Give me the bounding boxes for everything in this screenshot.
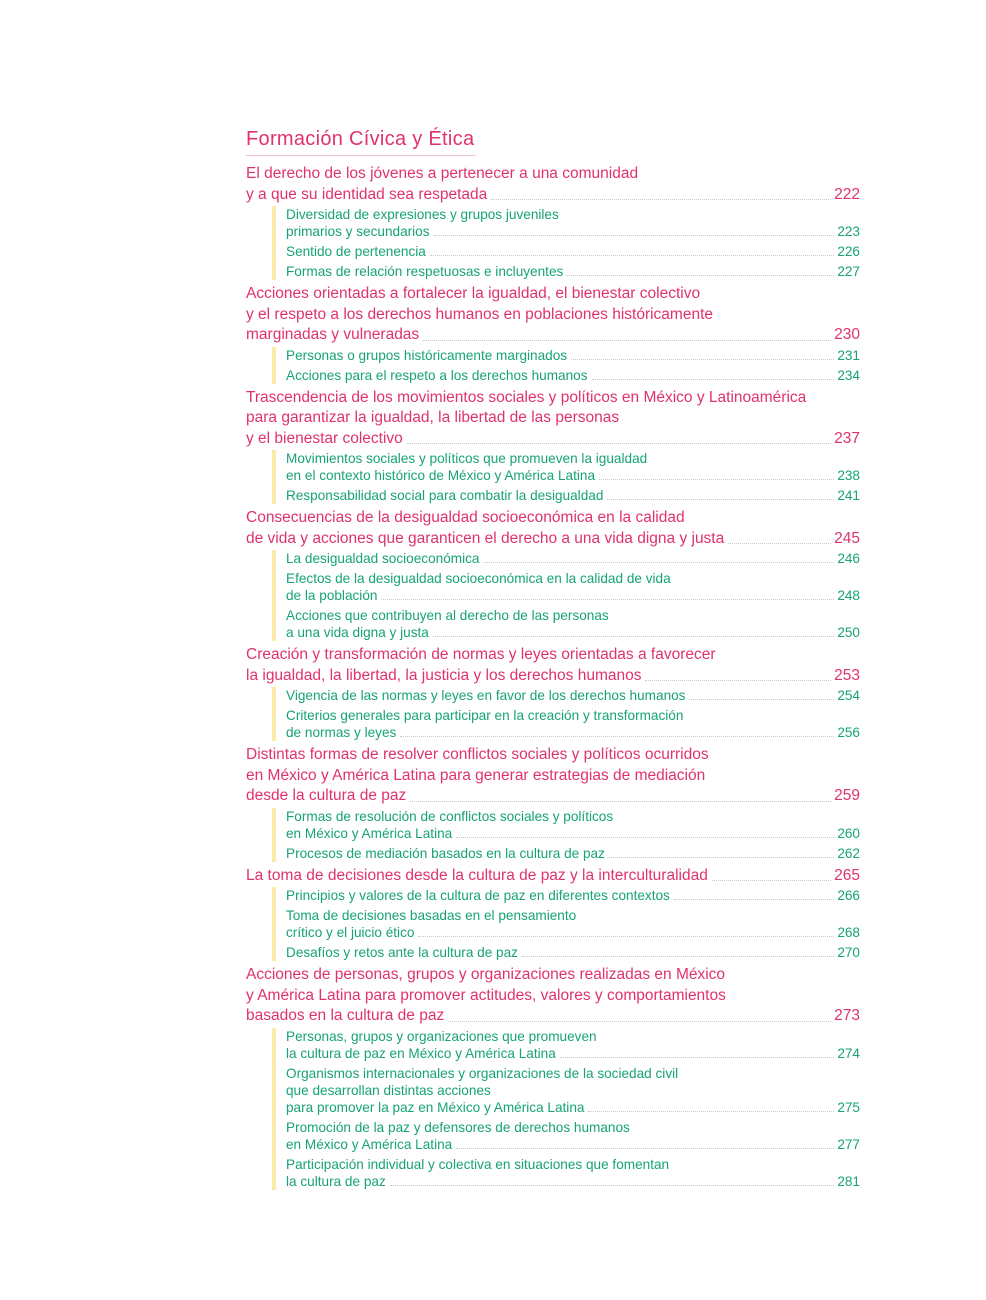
chapter-entry-text: Trascendencia de los movimientos sociales y políticos en México y Latinoamérica <box>246 388 807 406</box>
toc-chapter <box>246 388 860 505</box>
subtopic-entry-line <box>286 624 860 641</box>
dot-leader <box>609 857 834 858</box>
page-number: 273 <box>834 1007 860 1024</box>
subtopic-entry-line <box>286 550 860 567</box>
subtopic-entry[interactable] <box>286 1119 860 1153</box>
subtopic-entry-line <box>286 907 860 924</box>
dot-leader <box>712 880 831 881</box>
chapter-entry[interactable] <box>246 866 860 887</box>
page-number: 223 <box>837 224 860 239</box>
chapter-entry-text: basados en la cultura de paz <box>246 1007 445 1024</box>
dot-leader <box>728 543 831 544</box>
dot-leader <box>381 599 834 600</box>
chapter-entry-line <box>246 866 860 887</box>
subtopic-entry-text: Formas de resolución de conflictos sociales y políticos <box>286 808 614 824</box>
page-number: 270 <box>837 945 860 960</box>
chapter-entry-text: y el bienestar colectivo <box>246 429 403 447</box>
subtopic-entry-line <box>286 707 860 724</box>
chapter-entry[interactable] <box>246 164 860 205</box>
dot-leader <box>645 680 831 681</box>
subtopic-entry-text: crítico y el juicio ético <box>286 925 415 940</box>
chapter-entry-text: El derecho de los jóvenes a pertenecer a una comunidad <box>246 165 639 182</box>
page-number: 275 <box>837 1099 860 1115</box>
chapter-entry-text: Consecuencias de la desigualdad socioeconómica en la calidad <box>246 509 685 526</box>
chapter-entry[interactable] <box>246 508 860 549</box>
dot-leader <box>390 1185 835 1186</box>
chapter-entry-line <box>246 1006 860 1027</box>
subtopic-entry-text: Personas o grupos históricamente marginados <box>286 347 568 363</box>
chapter-entry[interactable] <box>246 965 860 1027</box>
page-number: 277 <box>837 1136 860 1152</box>
dot-leader <box>592 379 835 380</box>
chapter-entry-line <box>246 745 860 766</box>
subtopic-list <box>272 206 860 280</box>
chapter-entry-text: Acciones orientadas a fortalecer la igualdad, el bienestar colectivo <box>246 285 701 302</box>
page-number: 274 <box>837 1045 860 1061</box>
subtopic-list <box>272 450 860 504</box>
subtopic-entry-line <box>286 1065 860 1082</box>
subtopic-entry-line <box>286 825 860 842</box>
subtopic-entry-line <box>286 223 860 240</box>
subtopic-entry-line <box>286 924 860 941</box>
page-number: 281 <box>837 1173 860 1189</box>
page-number: 250 <box>837 625 860 640</box>
chapter-entry-line <box>246 305 860 326</box>
subtopic-entry-text: Responsabilidad social para combatir la desigualdad <box>286 488 604 503</box>
page-number: 234 <box>837 367 860 383</box>
dot-leader <box>423 340 831 341</box>
page-number: 245 <box>834 529 860 547</box>
subtopic-list <box>272 347 860 384</box>
dot-leader <box>400 736 834 737</box>
page-number: 260 <box>837 825 860 841</box>
subtopic-list <box>272 887 860 961</box>
subtopic-entry-text: Movimientos sociales y políticos que promueven la igualdad <box>286 451 648 466</box>
subtopic-entry-line <box>286 263 860 280</box>
subtopic-entry-line <box>286 607 860 624</box>
subtopic-list <box>272 550 860 641</box>
chapter-entry[interactable] <box>246 745 860 807</box>
chapter-entry-text: y a que su identidad sea respetada <box>246 185 488 203</box>
subtopic-entry-line <box>286 243 860 260</box>
dot-leader <box>588 1111 834 1112</box>
subtopic-entry[interactable] <box>286 907 860 941</box>
subtopic-entry-text: Organismos internacionales y organizaciones de la sociedad civil <box>286 1065 679 1081</box>
subtopic-entry[interactable] <box>286 845 860 862</box>
chapter-entry-text: desde la cultura de paz <box>246 787 407 804</box>
chapter-entry-text: de vida y acciones que garanticen el derecho a una vida digna y justa <box>246 529 725 547</box>
page-number: 253 <box>834 666 860 684</box>
subtopic-entry-text: Desafíos y retos ante la cultura de paz <box>286 945 518 960</box>
dot-leader <box>689 699 834 700</box>
dot-leader <box>433 636 834 637</box>
page-number: 231 <box>837 347 860 363</box>
dot-leader <box>456 1148 834 1149</box>
dot-leader <box>560 1057 835 1058</box>
subtopic-entry[interactable] <box>286 1065 860 1116</box>
chapter-entry-line <box>246 508 860 529</box>
chapter-entry-text: Acciones de personas, grupos y organizaciones realizadas en México <box>246 966 726 983</box>
dot-leader <box>483 562 834 563</box>
subtopic-entry-text: que desarrollan distintas acciones <box>286 1082 491 1098</box>
subtopic-entry-text: Principios y valores de la cultura de paz en diferentes contextos <box>286 888 670 903</box>
chapter-entry[interactable] <box>246 645 860 686</box>
subtopic-entry-line <box>286 1099 860 1116</box>
dot-leader <box>607 499 834 500</box>
page-number: 268 <box>837 925 860 940</box>
subtopic-entry-line <box>286 887 860 904</box>
subtopic-list <box>272 808 860 862</box>
dot-leader <box>430 255 834 256</box>
subtopic-entry[interactable] <box>286 550 860 567</box>
chapter-entry-text: la igualdad, la libertad, la justicia y los derechos humanos <box>246 666 642 684</box>
subtopic-entry[interactable] <box>286 944 860 961</box>
chapter-entry-line <box>246 325 860 346</box>
subtopic-entry-text: en México y América Latina <box>286 1136 453 1152</box>
subtopic-entry[interactable] <box>286 707 860 741</box>
subtopic-entry-text: Diversidad de expresiones y grupos juveniles <box>286 207 559 222</box>
page-number: 241 <box>837 488 860 503</box>
section-title: Formación Cívica y Ética <box>246 128 476 156</box>
dot-leader <box>674 899 834 900</box>
page-number: 226 <box>837 244 860 259</box>
dot-leader <box>491 199 831 200</box>
subtopic-entry-text: la cultura de paz <box>286 1173 386 1189</box>
subtopic-entry-text: La desigualdad socioeconómica <box>286 551 480 566</box>
toc-chapter <box>246 866 860 962</box>
page-number: 266 <box>837 888 860 903</box>
subtopic-entry-text: Participación individual y colectiva en situaciones que fomentan <box>286 1156 670 1172</box>
subtopic-entry-line <box>286 587 860 604</box>
subtopic-entry-line <box>286 450 860 467</box>
subtopic-entry-text: para promover la paz en México y América Latina <box>286 1099 585 1115</box>
page-number: 237 <box>834 429 860 447</box>
dot-leader <box>567 275 834 276</box>
chapter-entry-line <box>246 786 860 807</box>
subtopic-entry[interactable] <box>286 487 860 504</box>
toc-chapter <box>246 745 860 862</box>
chapter-entry-line <box>246 766 860 787</box>
subtopic-entry-line <box>286 845 860 862</box>
page-number: 254 <box>837 688 860 703</box>
page-number: 238 <box>837 468 860 483</box>
dot-leader <box>434 235 835 236</box>
subtopic-entry[interactable] <box>286 808 860 842</box>
subtopic-entry[interactable] <box>286 347 860 364</box>
subtopic-entry-line <box>286 467 860 484</box>
subtopic-entry[interactable] <box>286 607 860 641</box>
subtopic-entry-text: de la población <box>286 588 378 603</box>
toc-chapter <box>246 284 860 384</box>
subtopic-entry[interactable] <box>286 206 860 240</box>
subtopic-entry-line <box>286 347 860 364</box>
subtopic-entry-line <box>286 1028 860 1045</box>
page-number: 246 <box>837 551 860 566</box>
dot-leader <box>456 837 834 838</box>
subtopic-entry-line <box>286 1173 860 1190</box>
subtopic-entry-text: Acciones para el respeto a los derechos humanos <box>286 367 588 383</box>
subtopic-entry[interactable] <box>286 687 860 704</box>
subtopic-entry[interactable] <box>286 1156 860 1190</box>
chapter-entry-text: marginadas y vulneradas <box>246 326 420 343</box>
subtopic-entry-line <box>286 206 860 223</box>
table-of-contents <box>246 128 860 1194</box>
page-number: 265 <box>834 866 860 884</box>
chapter-entry-line <box>246 645 860 666</box>
subtopic-entry[interactable] <box>286 243 860 260</box>
subtopic-entry-line <box>286 944 860 961</box>
chapter-entry-text: y el respeto a los derechos humanos en poblaciones históricamente <box>246 305 713 323</box>
page-number: 230 <box>834 326 860 343</box>
page-number: 248 <box>837 588 860 603</box>
toc-chapter <box>246 645 860 741</box>
chapter-entry-line <box>246 529 860 550</box>
dot-leader <box>410 801 831 802</box>
subtopic-entry-line <box>286 1156 860 1173</box>
subtopic-entry-line <box>286 1045 860 1062</box>
subtopic-entry-line <box>286 487 860 504</box>
subtopic-entry-line <box>286 1136 860 1153</box>
subtopic-entry-text: Vigencia de las normas y leyes en favor de los derechos humanos <box>286 688 686 703</box>
subtopic-entry[interactable] <box>286 887 860 904</box>
toc-chapter <box>246 965 860 1190</box>
page-number: 256 <box>837 725 860 740</box>
chapter-entry-line <box>246 666 860 687</box>
subtopic-entry-text: la cultura de paz en México y América Latina <box>286 1045 556 1061</box>
chapter-entry[interactable] <box>246 388 860 450</box>
subtopic-entry[interactable] <box>286 1028 860 1062</box>
subtopic-entry-text: Procesos de mediación basados en la cultura de paz <box>286 845 605 861</box>
page-number: 222 <box>834 185 860 203</box>
chapter-entry-text: en México y América Latina para generar estrategias de mediación <box>246 766 706 784</box>
subtopic-entry[interactable] <box>286 570 860 604</box>
chapter-entry-line <box>246 388 860 409</box>
subtopic-entry-line <box>286 687 860 704</box>
toc-chapter <box>246 164 860 280</box>
subtopic-entry-text: primarios y secundarios <box>286 224 430 239</box>
subtopic-entry-text: Sentido de pertenencia <box>286 244 426 259</box>
chapter-entry-text: La toma de decisiones desde la cultura de paz y la interculturalidad <box>246 866 708 884</box>
subtopic-entry-line <box>286 1082 860 1099</box>
subtopic-entry-text: Promoción de la paz y defensores de derechos humanos <box>286 1119 630 1135</box>
chapter-entry-text: Creación y transformación de normas y leyes orientadas a favorecer <box>246 646 716 663</box>
subtopic-entry[interactable] <box>286 263 860 280</box>
dot-leader <box>448 1021 831 1022</box>
subtopic-entry-text: en el contexto histórico de México y América Latina <box>286 468 596 483</box>
subtopic-entry-line <box>286 1119 860 1136</box>
toc-chapter <box>246 508 860 641</box>
subtopic-entry-text: Personas, grupos y organizaciones que promueven <box>286 1028 597 1044</box>
subtopic-list <box>272 1028 860 1190</box>
dot-leader <box>571 359 834 360</box>
dot-leader <box>599 479 834 480</box>
subtopic-entry-line <box>286 724 860 741</box>
chapter-entry-line <box>246 429 860 450</box>
subtopic-list <box>272 687 860 741</box>
chapter-entry-line <box>246 408 860 429</box>
chapter-entry-text: Distintas formas de resolver conflictos sociales y políticos ocurridos <box>246 746 709 763</box>
page-number: 227 <box>837 264 860 279</box>
dot-leader <box>418 936 834 937</box>
subtopic-entry-text: a una vida digna y justa <box>286 625 429 640</box>
chapter-entry[interactable] <box>246 284 860 346</box>
subtopic-entry-text: de normas y leyes <box>286 725 397 740</box>
subtopic-entry-text: Toma de decisiones basadas en el pensamiento <box>286 908 577 923</box>
subtopic-entry[interactable] <box>286 367 860 384</box>
subtopic-entry-text: Efectos de la desigualdad socioeconómica en la calidad de vida <box>286 571 671 586</box>
chapter-entry-text: y América Latina para promover actitudes, valores y comportamientos <box>246 986 726 1004</box>
subtopic-entry-text: Acciones que contribuyen al derecho de las personas <box>286 608 609 623</box>
subtopic-entry-text: Formas de relación respetuosas e incluyentes <box>286 264 564 279</box>
chapter-entry-line <box>246 965 860 986</box>
page-number: 259 <box>834 787 860 804</box>
chapter-entry-line <box>246 284 860 305</box>
dot-leader <box>522 956 834 957</box>
dot-leader <box>407 443 831 444</box>
subtopic-entry-text: en México y América Latina <box>286 825 453 841</box>
subtopic-entry[interactable] <box>286 450 860 484</box>
subtopic-entry-line <box>286 570 860 587</box>
chapter-entry-text: para garantizar la igualdad, la libertad de las personas <box>246 409 620 426</box>
subtopic-entry-line <box>286 367 860 384</box>
chapter-entry-line <box>246 986 860 1007</box>
toc-list <box>246 164 860 1190</box>
page-number: 262 <box>837 845 860 861</box>
subtopic-entry-text: Criterios generales para participar en la creación y transformación <box>286 708 684 723</box>
chapter-entry-line <box>246 164 860 185</box>
subtopic-entry-line <box>286 808 860 825</box>
chapter-entry-line <box>246 185 860 206</box>
